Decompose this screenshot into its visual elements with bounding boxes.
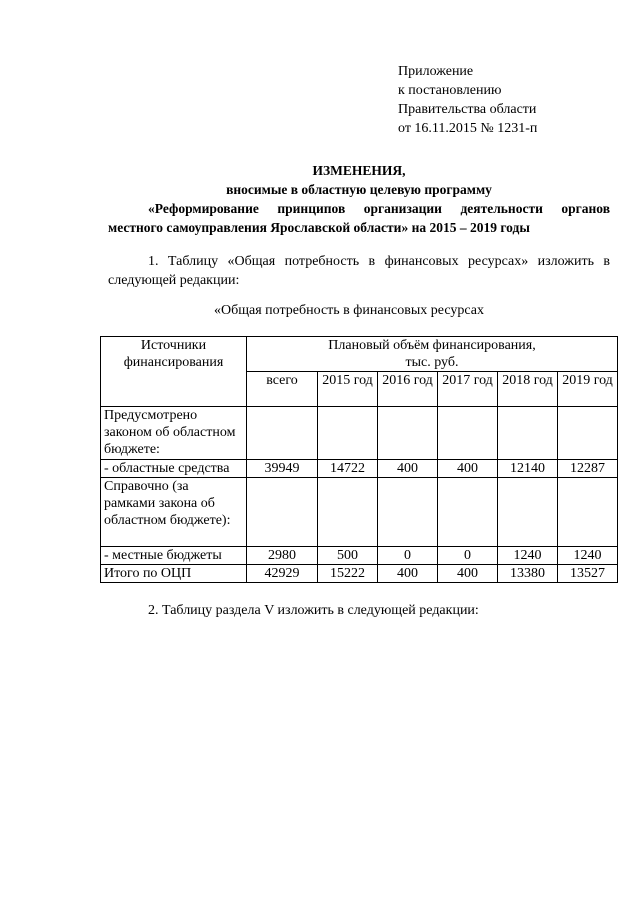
cell-2015: 500 <box>318 547 378 565</box>
cell-2018: 13380 <box>498 565 558 583</box>
empty-cell <box>247 478 318 547</box>
cell-total: 42929 <box>247 565 318 583</box>
cell-2017: 0 <box>438 547 498 565</box>
empty-cell <box>498 407 558 460</box>
appendix-line: от 16.11.2015 № 1231-п <box>398 121 538 136</box>
cell-2016: 400 <box>378 565 438 583</box>
table-row <box>101 565 618 583</box>
cell-2018: 1240 <box>498 547 558 565</box>
cell-2019: 1240 <box>558 547 618 565</box>
table-caption: «Общая потребность в финансовых ресурсах <box>214 303 484 318</box>
title-line: ИЗМЕНЕНИЯ, <box>312 163 406 178</box>
col-2019: 2019 год <box>558 372 618 407</box>
empty-cell <box>438 407 498 460</box>
appendix-line: Правительства области <box>398 102 537 117</box>
paragraph-1 <box>108 252 610 290</box>
empty-cell <box>498 478 558 547</box>
document-title <box>108 161 610 237</box>
empty-cell <box>318 478 378 547</box>
paragraph-line: 1. Таблицу «Общая потребность в финансовых ресурсах» изложить в <box>148 254 610 269</box>
row-label: Справочно (за рамками закона об областном бюджете): <box>101 478 247 547</box>
row-label: - областные средства <box>101 460 247 478</box>
row-label: Предусмотрено законом об областном бюджете: <box>101 407 247 460</box>
empty-cell <box>378 407 438 460</box>
empty-cell <box>247 407 318 460</box>
col-2018: 2018 год <box>498 372 558 407</box>
table-row <box>101 547 618 565</box>
title-line: вносимые в областную целевую программу <box>226 182 492 197</box>
cell-2016: 0 <box>378 547 438 565</box>
appendix-line: к постановлению <box>398 83 502 98</box>
funding-table <box>100 336 618 583</box>
cell-2018: 12140 <box>498 460 558 478</box>
empty-cell <box>378 478 438 547</box>
col-2015: 2015 год <box>318 372 378 407</box>
cell-2019: 12287 <box>558 460 618 478</box>
header-plan <box>247 337 618 372</box>
cell-2015: 15222 <box>318 565 378 583</box>
empty-cell <box>558 407 618 460</box>
header-source: Источники финансирования <box>101 337 247 407</box>
title-line: местного самоуправления Ярославской области» на 2015 – 2019 годы <box>108 220 530 235</box>
empty-cell <box>438 478 498 547</box>
cell-2016: 400 <box>378 460 438 478</box>
cell-2017: 400 <box>438 460 498 478</box>
col-2016: 2016 год <box>378 372 438 407</box>
table-row <box>101 460 618 478</box>
col-total: всего <box>247 372 318 407</box>
table-row <box>101 478 618 547</box>
row-label: Итого по ОЦП <box>101 565 247 583</box>
cell-total: 2980 <box>247 547 318 565</box>
cell-2019: 13527 <box>558 565 618 583</box>
header-plan-unit: тыс. руб. <box>405 355 459 370</box>
cell-2015: 14722 <box>318 460 378 478</box>
cell-2017: 400 <box>438 565 498 583</box>
empty-cell <box>318 407 378 460</box>
appendix-header <box>398 62 537 138</box>
table-row <box>101 407 618 460</box>
title-line: «Реформирование принципов организации деятельности органов <box>148 201 610 216</box>
paragraph-line: следующей редакции: <box>108 273 240 288</box>
header-plan-text: Плановый объём финансирования, <box>328 338 536 353</box>
empty-cell <box>558 478 618 547</box>
col-2017: 2017 год <box>438 372 498 407</box>
table-header-row <box>101 337 618 372</box>
paragraph-2: 2. Таблицу раздела V изложить в следующей редакции: <box>148 603 479 618</box>
appendix-line: Приложение <box>398 64 474 79</box>
row-label: - местные бюджеты <box>101 547 247 565</box>
cell-total: 39949 <box>247 460 318 478</box>
